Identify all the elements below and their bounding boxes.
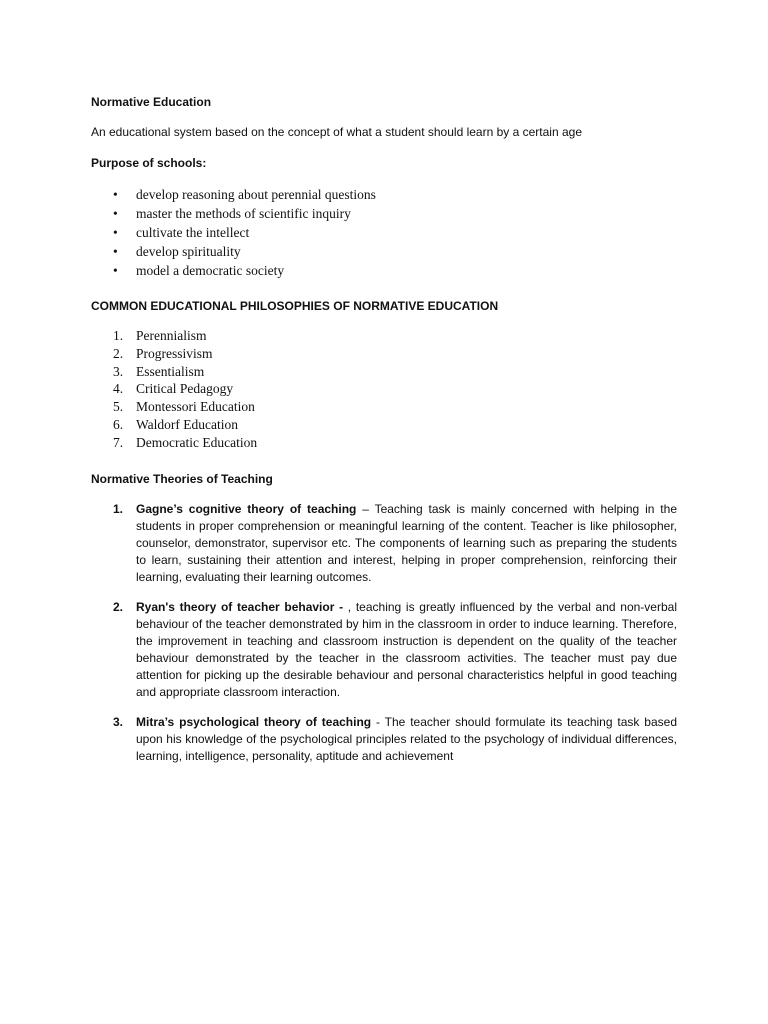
theory-item: 3. Mitra’s psychological theory of teaching - The teacher should formulate its teaching task based upon his knowledge of the psychological principles related to the psychology of individual differences, learning, intelligence, personality, aptitude and achievement [113,715,677,763]
list-item: • cultivate the intellect [113,225,250,240]
theories-heading: Normative Theories of Teaching [91,472,273,486]
theories-list [91,501,677,765]
list-item: 5. Montessori Education [113,399,255,415]
page-title: Normative Education [91,95,212,109]
theory-title: Ryan's theory of teacher behavior - [136,600,344,614]
theory-item: 1. Gagne’s cognitive theory of teaching – Teaching task is mainly concerned with helping in the students in proper comprehension or meaningful learning of the content. Teacher is like philosopher, counselor, demonstrator, supervisor etc. The components of learning such as preparing the students to learn, sustaining their attention and interest, helping in proper comprehension, reinforcing their learning, evaluating their learning outcomes. [113,502,677,584]
list-item: • develop reasoning about perennial questions [113,187,376,202]
bullet-icon: • [113,244,118,259]
philosophies-list [91,327,677,452]
list-item: • model a democratic society [113,263,285,278]
list-item: • master the methods of scientific inquiry [113,206,351,221]
theory-title: Mitra’s psychological theory of teaching [136,715,372,729]
bullet-icon: • [113,187,118,202]
purpose-heading: Purpose of schools: [91,156,207,170]
theory-item: 2. Ryan's theory of teacher behavior - , teaching is greatly influenced by the verbal and non-verbal behaviour of the teacher demonstrated by him in the classroom in order to induce learning. Therefore, the improvement in teaching and classroom instruction is dependent on the quality of the teacher behaviour demonstrated by the teacher in the classroom activities. The teacher must pay due attention for picking up the desirable behaviour and personal characteristics helpful in good teaching and appropriate classroom interaction. [113,600,677,699]
list-item: 2. Progressivism [113,345,213,361]
philosophies-heading: COMMON EDUCATIONAL PHILOSOPHIES OF NORMATIVE EDUCATION [91,299,499,313]
purpose-list [91,185,677,280]
theory-text: - The teacher should formulate its teaching task based upon his knowledge of the psychological principles related to the psychology of individual differences, learning, intelligence, personality, aptitude and achievement [136,715,677,763]
bullet-icon: • [113,225,118,240]
list-item: • develop spirituality [113,244,241,259]
list-item: 6. Waldorf Education [113,416,239,432]
theory-text: , teaching is greatly influenced by the verbal and non-verbal behaviour of the teacher demonstrated by him in the classroom in order to induce learning. Therefore, the improvement in teaching and classroom instruction is dependent on the quality of the teacher behaviour demonstrated by the teacher in the classroom activities. The teacher must pay due attention for picking up the desirable behaviour and personal characteristics helpful in good teaching and appropriate classroom interaction. [136,600,677,699]
theory-title: Gagne’s cognitive theory of teaching [136,502,357,516]
definition-text: An educational system based on the concept of what a student should learn by a certain age [91,125,582,139]
list-item: 7. Democratic Education [113,434,258,450]
list-item: 3. Essentialism [113,363,205,379]
list-item: 4. Critical Pedagogy [113,381,234,397]
theory-text: – Teaching task is mainly concerned with helping in the students in proper comprehension or meaningful learning of the content. Teacher is like philosopher, counselor, demonstrator, supervisor etc. The components of learning such as preparing the students to learn, sustaining their attention and interest, helping in proper comprehension, reinforcing their learning, evaluating their learning outcomes. [136,502,677,584]
bullet-icon: • [113,206,118,221]
list-item: 1. Perennialism [113,328,207,343]
bullet-icon: • [113,263,118,278]
